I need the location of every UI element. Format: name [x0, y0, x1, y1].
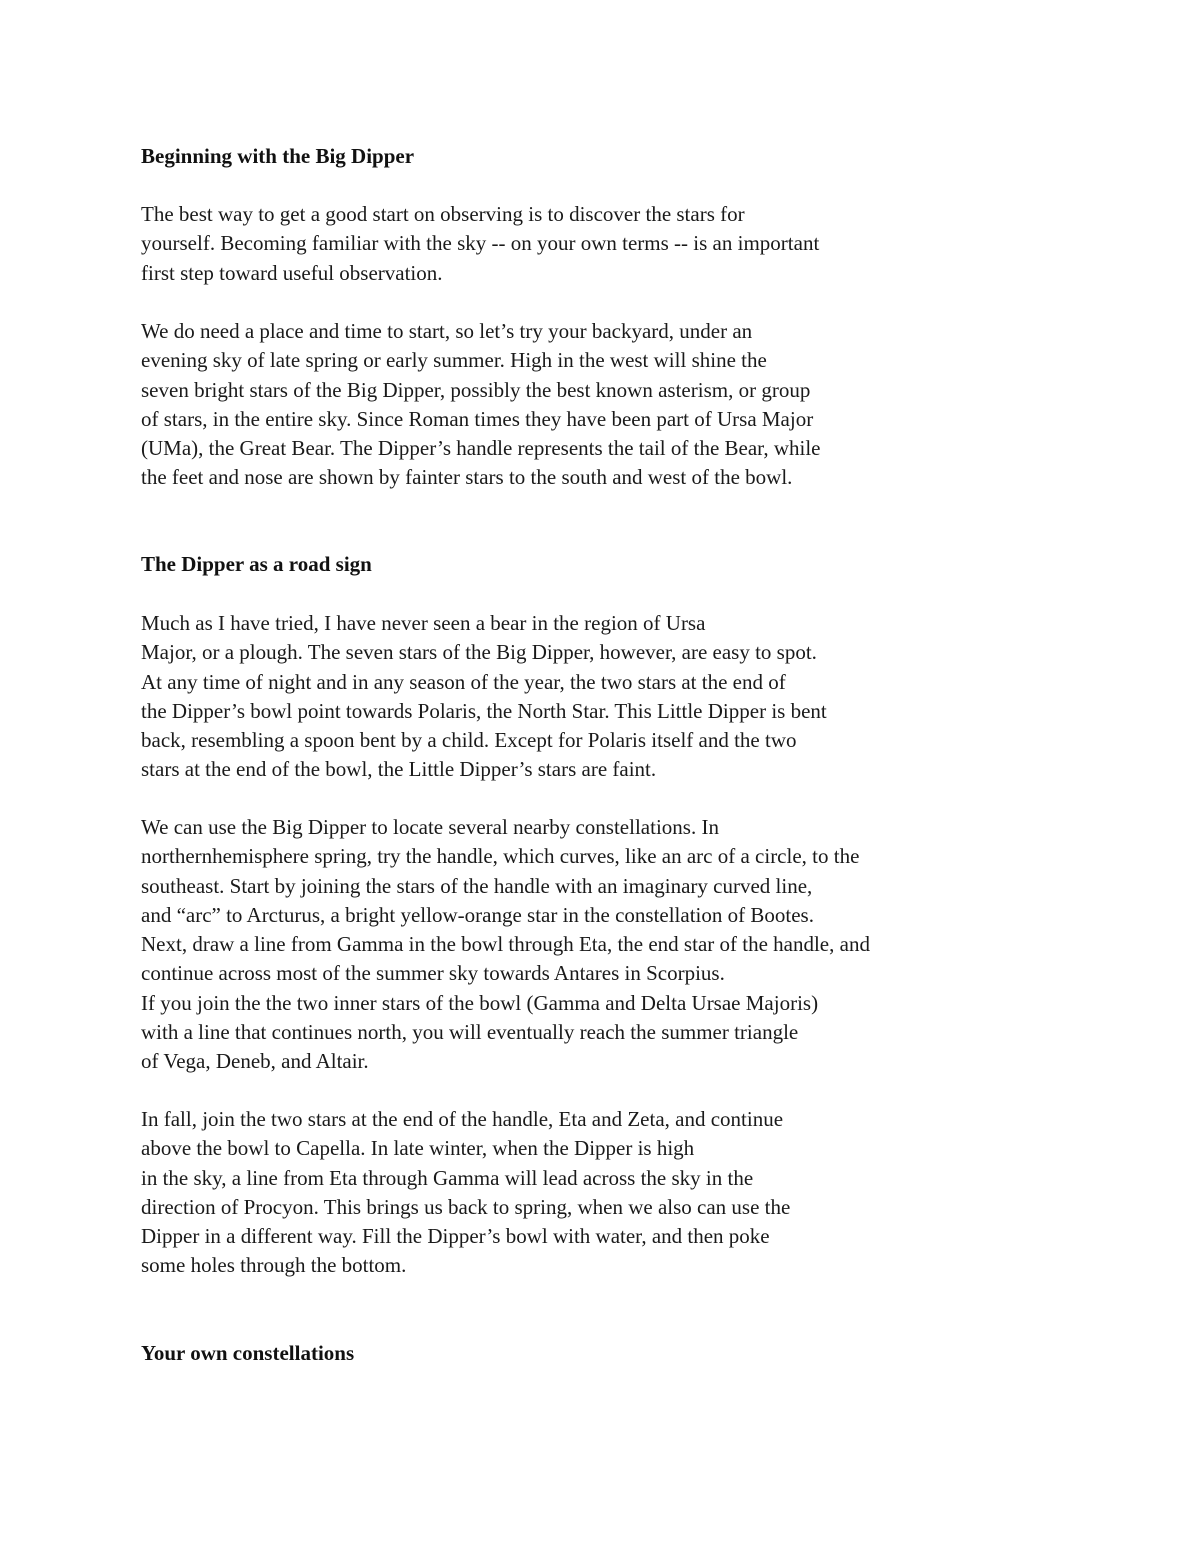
paragraph-intro: [141, 200, 819, 288]
text-line: yourself. Becoming familiar with the sky -- on your own terms -- is an important: [141, 231, 820, 256]
text-line: and “arc” to Arcturus, a bright yellow-orange star in the constellation of Bootes.: [141, 902, 814, 927]
text-line: above the bowl to Capella. In late winter, when the Dipper is high: [141, 1136, 695, 1161]
text-line: some holes through the bottom.: [141, 1253, 407, 1278]
text-line: southeast. Start by joining the stars of the handle with an imaginary curved line,: [141, 873, 813, 898]
text-line: continue across most of the summer sky towards Antares in Scorpius.: [141, 961, 725, 986]
text-line: We can use the Big Dipper to locate several nearby constellations. In: [141, 815, 719, 839]
section-heading-own-constellations: Your own constellations: [141, 1341, 355, 1365]
text-line: If you join the the two inner stars of the bowl (Gamma and Delta Ursae Majoris): [141, 990, 819, 1015]
text-line: Next, draw a line from Gamma in the bowl through Eta, the end star of the handle, and: [141, 932, 870, 957]
text-line: direction of Procyon. This brings us back to spring, when we also can use the: [141, 1194, 791, 1219]
text-line: seven bright stars of the Big Dipper, possibly the best known asterism, or group: [141, 377, 811, 402]
paragraph-nearby-constellations: [141, 813, 870, 1077]
paragraph-backyard: [141, 317, 820, 493]
text-line: with a line that continues north, you will eventually reach the summer triangle: [141, 1020, 799, 1045]
text-line: back, resembling a spoon bent by a child. Except for Polaris itself and the two: [141, 728, 797, 753]
text-line: (UMa), the Great Bear. The Dipper’s handle represents the tail of the Bear, while: [141, 436, 821, 461]
text-line: We do need a place and time to start, so let’s try your backyard, under an: [141, 319, 753, 343]
section-heading-road-sign: The Dipper as a road sign: [141, 552, 372, 576]
text-line: the feet and nose are shown by fainter stars to the south and west of the bowl.: [141, 465, 793, 490]
text-line: northernhemisphere spring, try the handle, which curves, like an arc of a circle, to the: [141, 844, 860, 869]
text-line: Dipper in a different way. Fill the Dipper’s bowl with water, and then poke: [141, 1224, 770, 1249]
text-line: of Vega, Deneb, and Altair.: [141, 1049, 369, 1074]
text-line: At any time of night and in any season of the year, the two stars at the end of: [141, 669, 786, 694]
text-line: Much as I have tried, I have never seen a bear in the region of Ursa: [141, 611, 706, 635]
paragraph-fall-winter: [141, 1105, 790, 1281]
text-line: The best way to get a good start on observing is to discover the stars for: [141, 202, 745, 226]
text-line: Major, or a plough. The seven stars of the Big Dipper, however, are easy to spot.: [141, 640, 817, 665]
text-line: in the sky, a line from Eta through Gamma will lead across the sky in the: [141, 1165, 754, 1190]
paragraph-bear: [141, 609, 827, 785]
text-line: first step toward useful observation.: [141, 260, 443, 285]
text-line: stars at the end of the bowl, the Little Dipper’s stars are faint.: [141, 757, 657, 782]
section-heading-beginning: Beginning with the Big Dipper: [141, 144, 415, 168]
text-line: In fall, join the two stars at the end of the handle, Eta and Zeta, and continue: [141, 1107, 784, 1131]
text-line: the Dipper’s bowl point towards Polaris, the North Star. This Little Dipper is bent: [141, 698, 827, 723]
text-line: evening sky of late spring or early summer. High in the west will shine the: [141, 348, 767, 373]
text-line: of stars, in the entire sky. Since Roman times they have been part of Ursa Major: [141, 406, 814, 431]
